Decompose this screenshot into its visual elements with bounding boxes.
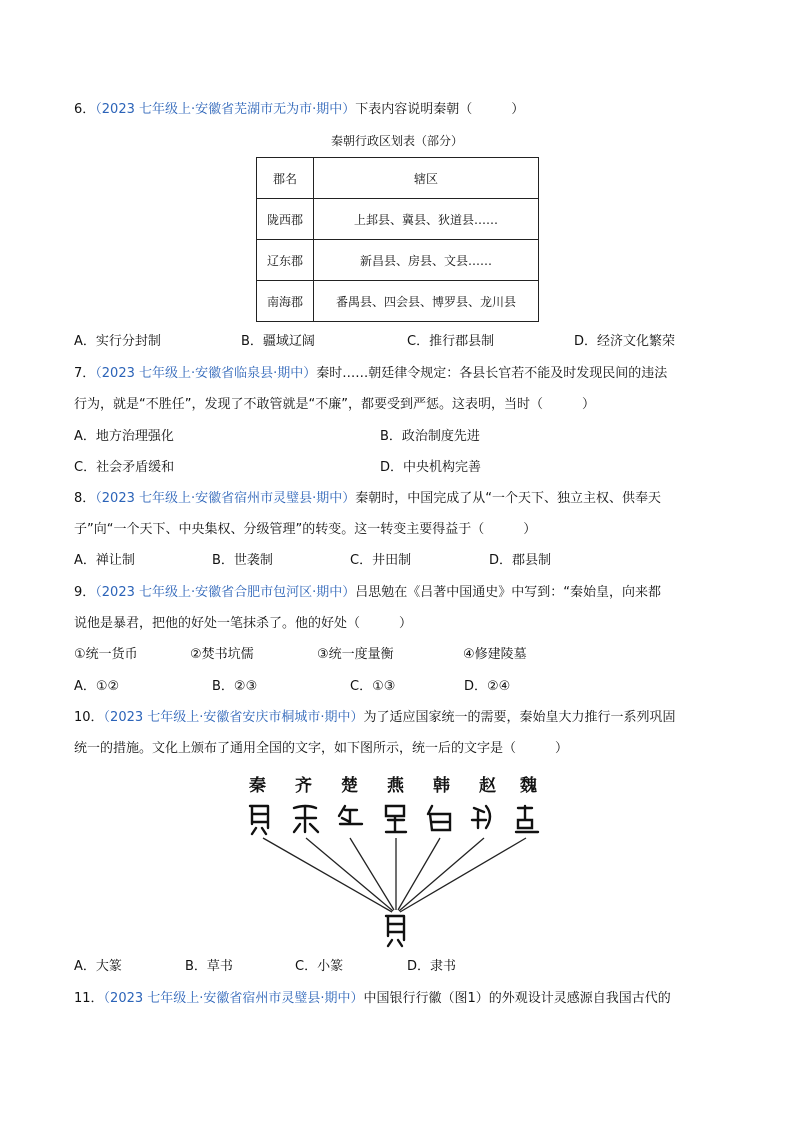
glyph-qin-icon [250, 806, 268, 834]
q8-option-d[interactable]: D．郡县制 [489, 553, 552, 568]
q9-item-4: ④修建陵墓 [463, 647, 527, 662]
table-cell: 番禺县、四会县、博罗县、龙川县 [314, 281, 539, 322]
q8-stem1: 秦朝时，中国完成了从“一个天下、独立主权、供奉天 [355, 491, 662, 506]
table-cell: 新昌县、房县、文县…… [314, 240, 539, 281]
q11-stem1: 中国银行行徽（图1）的外观设计灵感源自我国古代的 [363, 991, 671, 1006]
state-name-han: 韩 [433, 776, 451, 796]
q6-option-d[interactable]: D．经济文化繁荣 [574, 334, 676, 349]
q7-option-a[interactable]: A．地方治理强化 [74, 429, 174, 444]
glyph-qi-icon [294, 806, 318, 832]
glyph-chu-icon [339, 806, 362, 824]
glyph-han-icon [428, 806, 450, 830]
q9-option-c[interactable]: C．①③ [350, 679, 396, 694]
state-name-qin: 秦 [249, 776, 267, 796]
q7-option-c[interactable]: C．社会矛盾缓和 [74, 460, 175, 475]
q6-table-title: 秦朝行政区划表（部分） [330, 134, 463, 148]
q10-option-d[interactable]: D．隶书 [407, 959, 457, 974]
q8-option-a[interactable]: A．禅让制 [74, 553, 135, 568]
table-cell: 陇西郡 [257, 199, 314, 240]
q11-number: 11． [74, 991, 104, 1006]
table-header: 辖区 [314, 158, 539, 199]
q8-option-c[interactable]: C．井田制 [350, 553, 412, 568]
q10-option-b[interactable]: B．草书 [185, 959, 233, 974]
table-cell: 上邽县、冀县、狄道县…… [314, 199, 539, 240]
q10-number: 10． [74, 710, 104, 725]
q9-option-d[interactable]: D．②④ [464, 679, 511, 694]
q7-source: （2023 七年级上·安徽省临泉县·期中） [95, 366, 317, 381]
q7-stem-line2: 行为，就是“不胜任”，发现了不敢管就是“不廉”，都要受到严惩。这表明，当时（ ） [74, 397, 595, 412]
q9-stem1: 吕思勉在《吕著中国通史》中写到：“秦始皇，向来都 [355, 585, 662, 600]
q8-option-b[interactable]: B．世袭制 [212, 553, 273, 568]
q7-option-d[interactable]: D．中央机构完善 [380, 460, 482, 475]
q7-option-b[interactable]: B．政治制度先进 [380, 429, 480, 444]
q8-source: （2023 七年级上·安徽省宿州市灵璧县·期中） [95, 491, 356, 506]
q7-stem1: 秦时……朝廷律令规定：各县长官若不能及时发现民间的违法 [316, 366, 668, 381]
q10-option-c[interactable]: C．小篆 [295, 959, 344, 974]
table-header: 郡名 [257, 158, 314, 199]
unified-small-seal-glyph-icon [386, 916, 404, 946]
q6-option-a[interactable]: A．实行分封制 [74, 334, 161, 349]
q6-option-b[interactable]: B．疆域辽阔 [241, 334, 315, 349]
q6-option-c[interactable]: C．推行郡县制 [407, 334, 495, 349]
table-cell: 辽东郡 [257, 240, 314, 281]
q7-number: 7． [74, 366, 96, 381]
q10-stem1: 为了适应国家统一的需要，秦始皇大力推行一系列巩固 [363, 710, 676, 725]
q9-item-3: ③统一度量衡 [317, 647, 394, 662]
q9-option-a[interactable]: A．①② [74, 679, 120, 694]
q8-number: 8． [74, 491, 96, 506]
state-name-zhao: 赵 [479, 776, 497, 796]
connecting-lines [263, 838, 526, 912]
state-name-yan: 燕 [387, 776, 405, 796]
q9-option-b[interactable]: B．②③ [212, 679, 258, 694]
ancient-glyphs-illustration [250, 806, 538, 834]
q11-stem-line1 [74, 990, 671, 1008]
glyph-zhao-icon [472, 806, 490, 828]
table-cell: 南海郡 [257, 281, 314, 322]
state-name-wei: 魏 [520, 776, 538, 796]
state-name-qi: 齐 [295, 776, 313, 796]
q11-source: （2023 七年级上·安徽省宿州市灵璧县·期中） [103, 991, 364, 1006]
q9-item-2: ②焚书坑儒 [190, 647, 254, 662]
glyph-wei-icon [516, 806, 538, 832]
q6-source: （2023 七年级上·安徽省芜湖市无为市·期中） [95, 102, 356, 117]
q6-number: 6． [74, 102, 96, 117]
q10-stem-line2: 统一的措施。文化上颁布了通用全国的文字，如下图所示，统一后的文字是（ ） [74, 741, 569, 756]
q9-number: 9． [74, 585, 96, 600]
q8-stem-line2: 子”向“一个天下、中央集权、分级管理”的转变。这一转变主要得益于（ ） [74, 522, 537, 537]
q9-source: （2023 七年级上·安徽省合肥市包河区·期中） [95, 585, 356, 600]
q10-option-a[interactable]: A．大篆 [74, 959, 122, 974]
state-name-chu: 楚 [341, 776, 359, 796]
q10-source: （2023 七年级上·安徽省安庆市桐城市·期中） [103, 710, 364, 725]
q9-stem-line2: 说他是暴君，把他的好处一笔抹杀了。他的好处（ ） [74, 616, 413, 631]
q9-item-1: ①统一货币 [74, 647, 138, 662]
q6-stem: 下表内容说明秦朝（ ） [355, 102, 525, 117]
glyph-yan-icon [386, 806, 406, 832]
